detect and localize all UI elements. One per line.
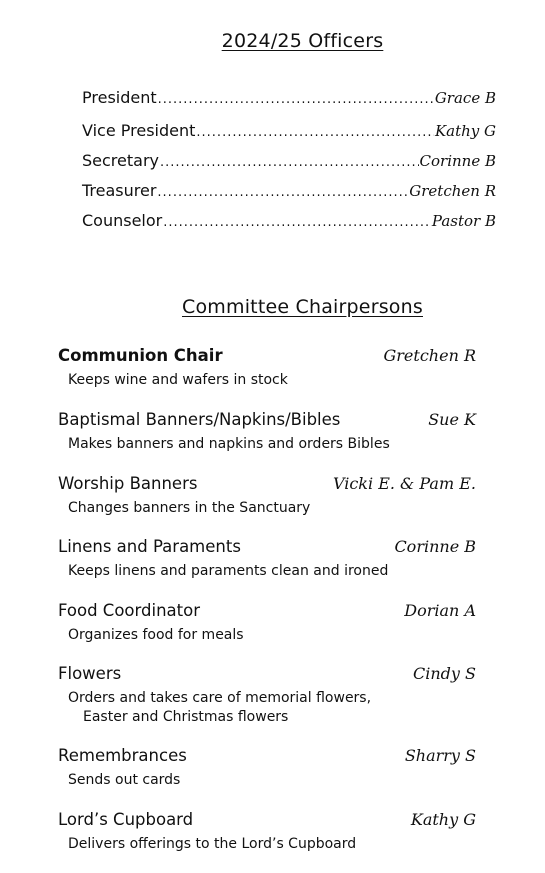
officers-heading: 2024/25 Officers bbox=[221, 30, 384, 52]
committee-person: Sue K bbox=[428, 410, 476, 429]
committee-title: Linens and Paraments bbox=[58, 537, 241, 556]
committee-description-line: Orders and takes care of memorial flowers, bbox=[68, 690, 372, 706]
officer-role: Secretary bbox=[82, 151, 159, 170]
committee-entry bbox=[58, 346, 476, 390]
committee-description: Keeps linens and paraments clean and ironed bbox=[68, 563, 389, 579]
officer-name: Kathy G bbox=[434, 122, 496, 140]
committee-description: Keeps wine and wafers in stock bbox=[68, 372, 288, 388]
committee-entry bbox=[58, 410, 476, 454]
committee-person: Dorian A bbox=[404, 601, 476, 620]
officer-row-treasurer bbox=[82, 181, 496, 200]
dot-leader bbox=[196, 125, 434, 140]
committee-description: Makes banners and napkins and orders Bibles bbox=[68, 436, 390, 452]
officer-role: President bbox=[82, 88, 157, 107]
committee-person: Corinne B bbox=[394, 537, 476, 556]
dot-leader bbox=[158, 92, 434, 107]
committee-description-line: Easter and Christmas flowers bbox=[83, 709, 289, 725]
committee-title: Food Coordinator bbox=[58, 601, 200, 620]
committee-description: Organizes food for meals bbox=[68, 627, 244, 643]
officer-role: Treasurer bbox=[82, 181, 157, 200]
committee-title: Lord’s Cupboard bbox=[58, 810, 194, 829]
committee-entry bbox=[58, 810, 476, 854]
officer-row-vice-president bbox=[82, 121, 496, 140]
officer-name: Grace B bbox=[434, 89, 496, 107]
committee-title: Worship Banners bbox=[58, 474, 198, 493]
committee-entry bbox=[58, 601, 476, 645]
committee-heading: Committee Chairpersons bbox=[182, 296, 423, 318]
committee-person: Vicki E. & Pam E. bbox=[332, 474, 476, 493]
officer-row-counselor bbox=[82, 211, 496, 230]
committee-person: Cindy S bbox=[413, 664, 476, 683]
dot-leader bbox=[163, 215, 431, 230]
committee-person: Sharry S bbox=[404, 746, 476, 765]
committee-title: Baptismal Banners/Napkins/Bibles bbox=[58, 410, 341, 429]
committee-entry bbox=[58, 746, 476, 790]
committee-title: Remembrances bbox=[58, 746, 187, 765]
committee-entry bbox=[58, 664, 476, 727]
committee-title: Flowers bbox=[58, 664, 122, 683]
committee-description bbox=[68, 689, 476, 727]
dot-leader bbox=[157, 185, 408, 200]
officer-name: Gretchen R bbox=[409, 182, 496, 200]
committee-description: Delivers offerings to the Lord’s Cupboard bbox=[68, 836, 357, 852]
officer-name: Corinne B bbox=[419, 152, 496, 170]
officer-row-president bbox=[82, 88, 496, 107]
officer-name: Pastor B bbox=[431, 212, 496, 230]
committee-person: Gretchen R bbox=[383, 346, 476, 365]
officer-role: Vice President bbox=[82, 121, 196, 140]
committee-description: Sends out cards bbox=[68, 772, 181, 788]
committee-person: Kathy G bbox=[410, 810, 476, 829]
committee-entry bbox=[58, 537, 476, 581]
dot-leader bbox=[160, 155, 419, 170]
committee-entry bbox=[58, 474, 476, 518]
officer-role: Counselor bbox=[82, 211, 163, 230]
committee-description: Changes banners in the Sanctuary bbox=[68, 500, 311, 516]
officer-row-secretary bbox=[82, 151, 496, 170]
committee-title: Communion Chair bbox=[58, 346, 223, 365]
